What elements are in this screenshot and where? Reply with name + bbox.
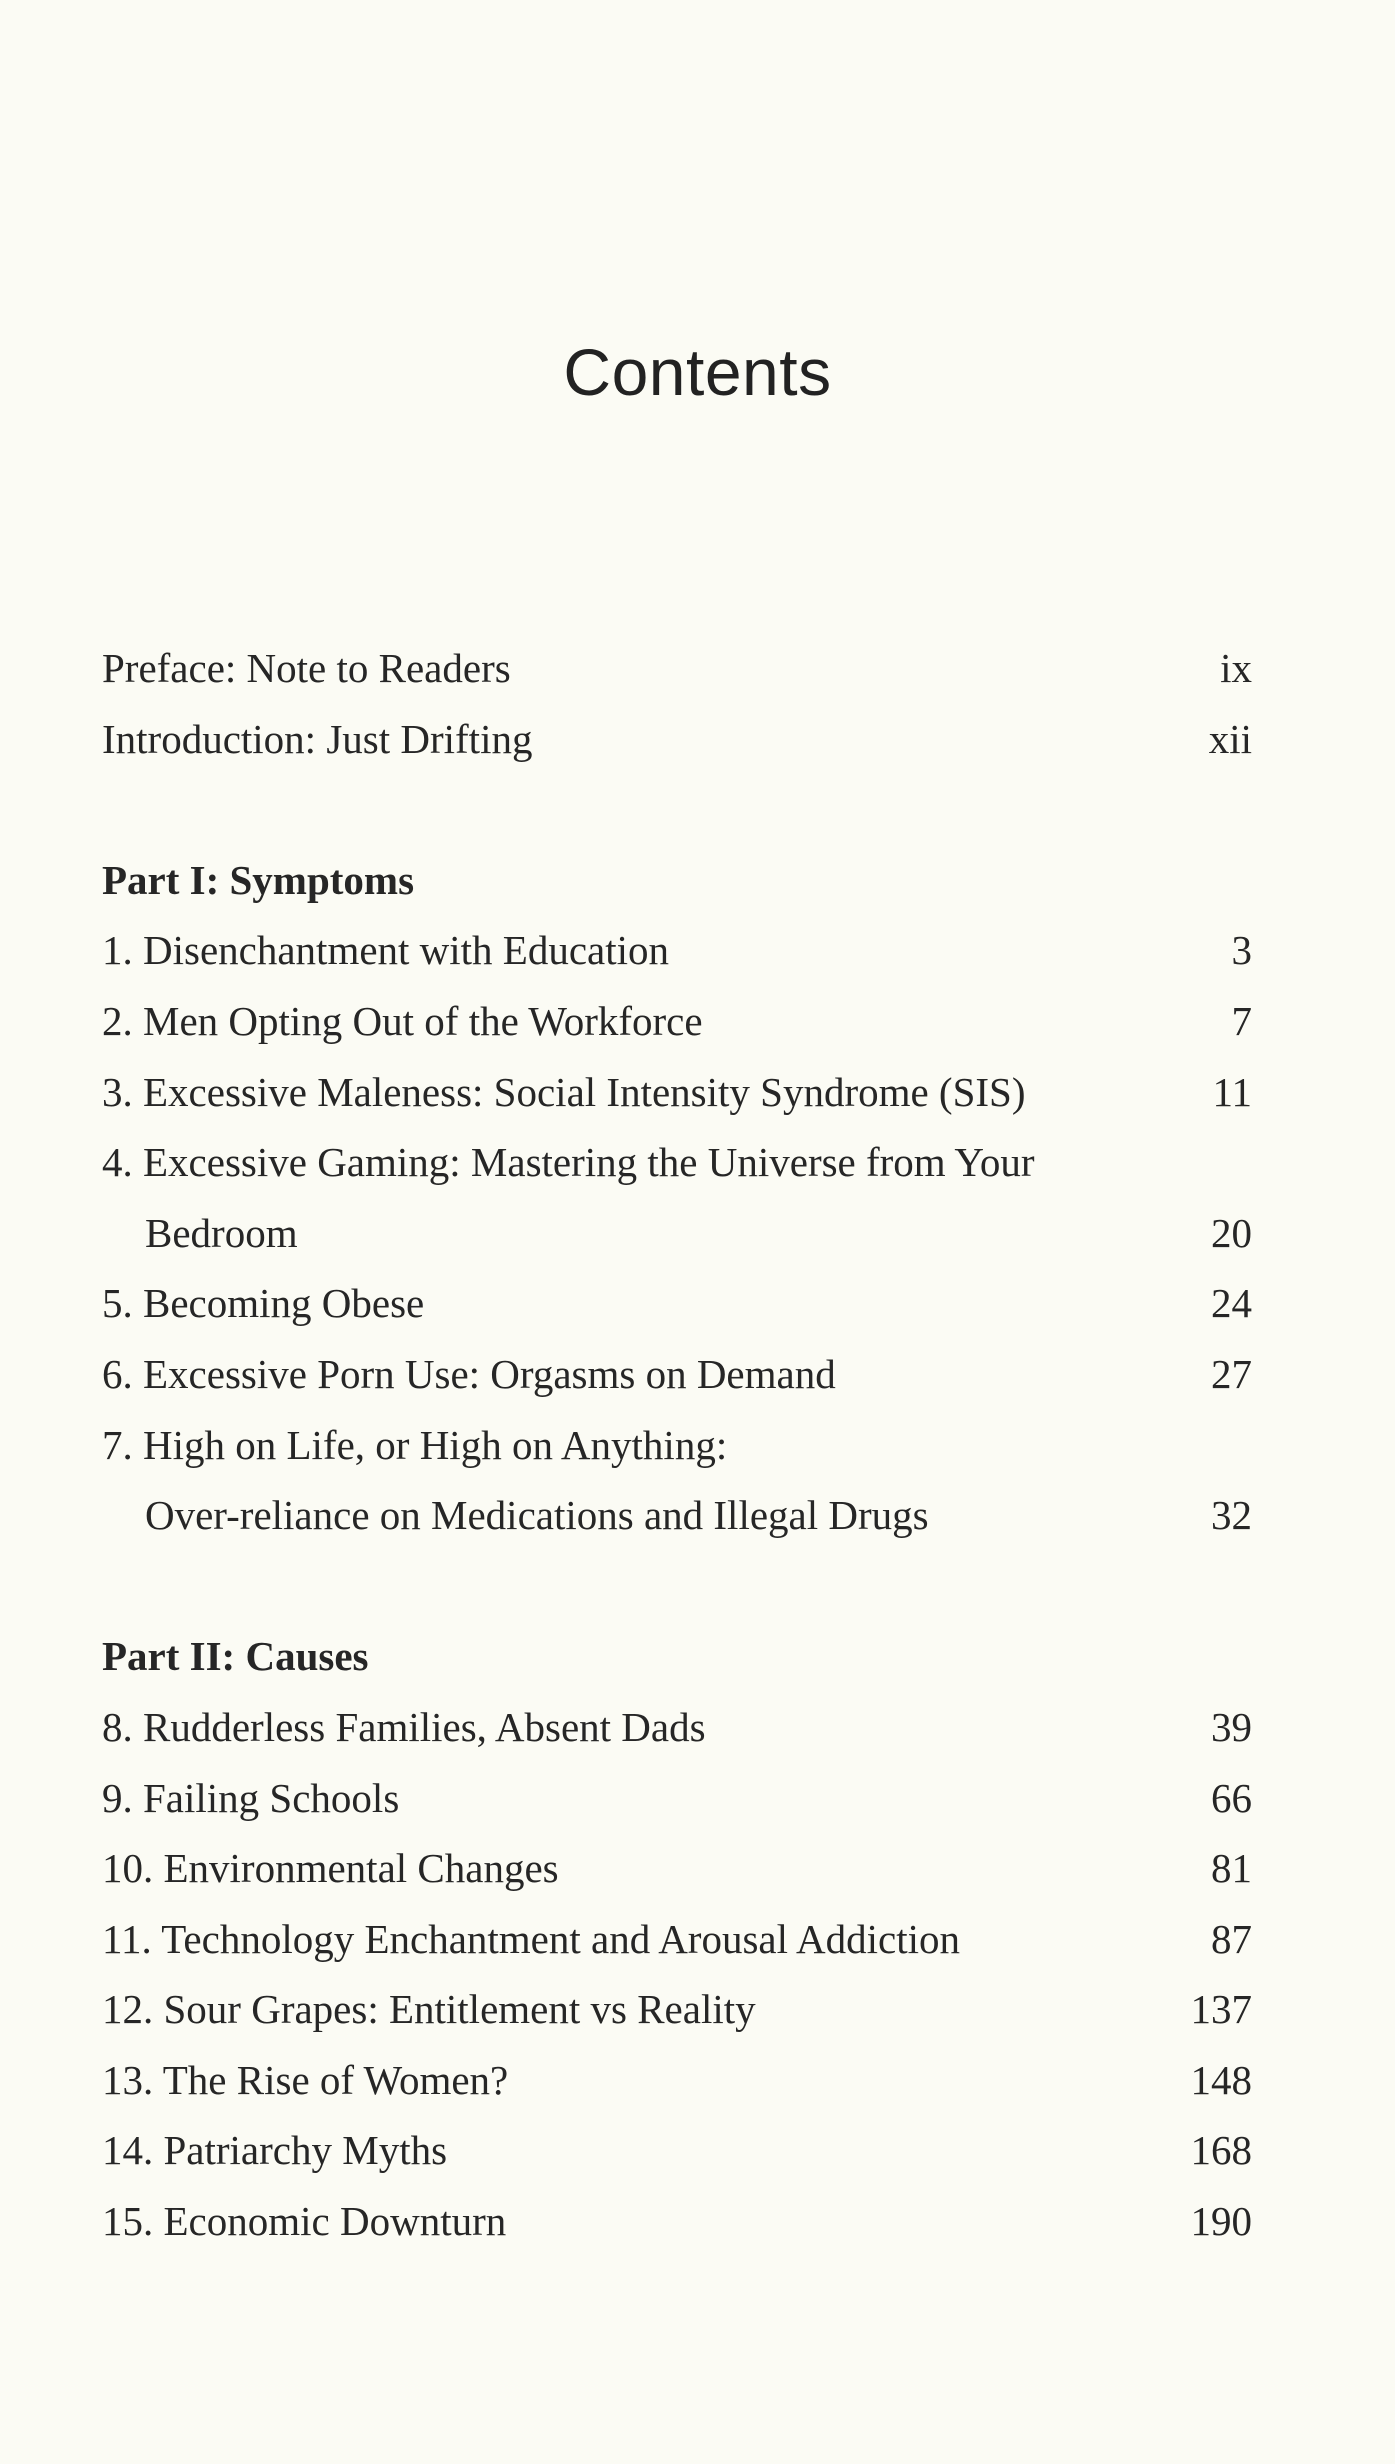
entry-page: 11 (1212, 1068, 1252, 1115)
entry-page: 81 (1211, 1845, 1252, 1892)
toc-entry-continuation (102, 1198, 1252, 1269)
entry-title: 15. Economic Downturn (102, 2198, 507, 2245)
toc-entry (102, 1904, 1252, 1975)
toc-entry (102, 1339, 1252, 1410)
entry-title: 13. The Rise of Women? (102, 2056, 509, 2103)
entry-title: 11. Technology Enchantment and Arousal Addiction (102, 1915, 960, 1962)
entry-page: 66 (1211, 1774, 1252, 1821)
toc-entry (102, 1833, 1252, 1904)
entry-page: 3 (1231, 927, 1252, 974)
entry-title: 10. Environmental Changes (102, 1845, 559, 1892)
table-of-contents (102, 633, 1252, 2257)
part-heading-text: Part I: Symptoms (102, 856, 415, 903)
entry-page: 137 (1190, 1986, 1252, 2033)
entry-page: 87 (1211, 1915, 1252, 1962)
entry-page: 32 (1211, 1492, 1252, 1539)
entry-title: 12. Sour Grapes: Entitlement vs Reality (102, 1986, 756, 2033)
toc-entry (102, 1127, 1252, 1198)
toc-entry (102, 2045, 1252, 2116)
entry-title: Preface: Note to Readers (102, 645, 511, 691)
entry-title: 5. Becoming Obese (102, 1280, 425, 1327)
toc-entry (102, 915, 1252, 986)
entry-title: 1. Disenchantment with Education (102, 927, 670, 974)
toc-entry (102, 1692, 1252, 1763)
entry-page: ix (1220, 645, 1252, 691)
toc-entry-continuation (102, 1480, 1252, 1551)
entry-page: 190 (1190, 2198, 1252, 2245)
part-heading-text: Part II: Causes (102, 1633, 369, 1680)
entry-title: 14. Patriarchy Myths (102, 2127, 448, 2174)
toc-entry (102, 2186, 1252, 2257)
toc-entry (102, 1763, 1252, 1834)
entry-title: 8. Rudderless Families, Absent Dads (102, 1703, 706, 1750)
entry-page: 27 (1211, 1350, 1252, 1397)
entry-page: 20 (1211, 1209, 1252, 1256)
toc-entry (102, 1268, 1252, 1339)
toc-entry (102, 1057, 1252, 1128)
entry-title: Introduction: Just Drifting (102, 715, 533, 762)
entry-title: 2. Men Opting Out of the Workforce (102, 997, 703, 1044)
toc-entry (102, 1410, 1252, 1481)
entry-title-continued: Over-reliance on Medications and Illegal Drugs (145, 1492, 929, 1539)
part-heading (102, 1621, 1252, 1692)
entry-page: 148 (1190, 2056, 1252, 2103)
entry-page: 39 (1211, 1703, 1252, 1750)
entry-title: 4. Excessive Gaming: Mastering the Universe from Your (102, 1139, 1035, 1186)
toc-entry-introduction (102, 704, 1252, 775)
entry-title: 7. High on Life, or High on Anything: (102, 1421, 728, 1468)
entry-title: 3. Excessive Maleness: Social Intensity Syndrome (SIS) (102, 1068, 1026, 1115)
spacer (102, 774, 1252, 845)
entry-page: 168 (1190, 2127, 1252, 2174)
toc-entry-preface (102, 633, 1252, 704)
page-title: Contents (563, 335, 832, 410)
entry-title-continued: Bedroom (145, 1209, 298, 1256)
toc-entry (102, 986, 1252, 1057)
entry-page: xii (1208, 715, 1252, 762)
entry-title: 9. Failing Schools (102, 1774, 400, 1821)
toc-entry (102, 2115, 1252, 2186)
spacer (102, 1551, 1252, 1622)
toc-entry (102, 1974, 1252, 2045)
part-heading (102, 845, 1252, 916)
entry-page: 24 (1211, 1280, 1252, 1327)
entry-page: 7 (1231, 997, 1252, 1044)
entry-title: 6. Excessive Porn Use: Orgasms on Demand (102, 1350, 836, 1397)
